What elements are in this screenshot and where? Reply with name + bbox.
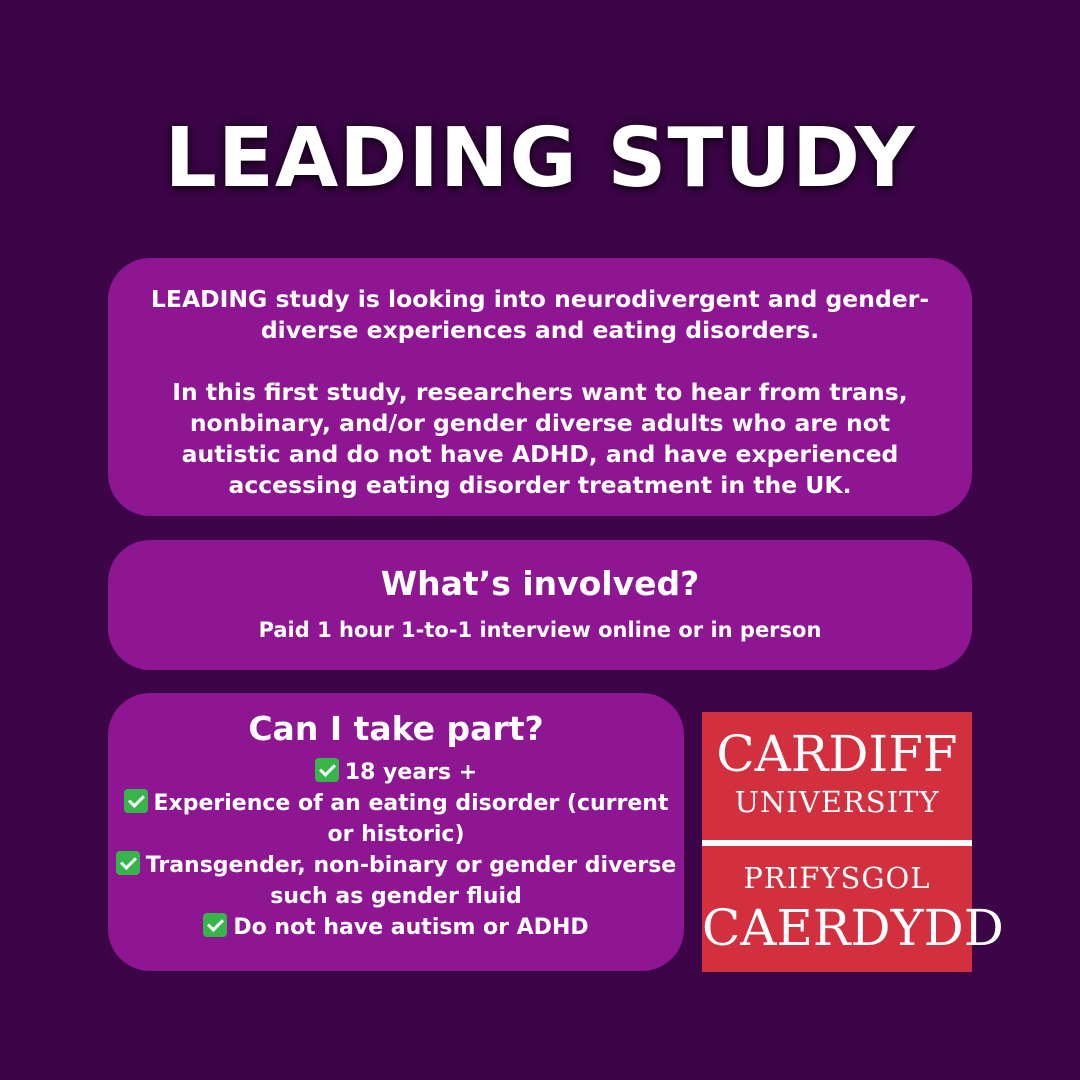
logo-line-cardiff: CARDIFF — [716, 725, 958, 783]
check-mark-icon — [124, 789, 148, 813]
criteria-text: 18 years + — [344, 760, 478, 785]
logo-line-university: UNIVERSITY — [734, 785, 940, 819]
page-title: LEADING STUDY — [164, 111, 916, 206]
whats-involved-heading: What’s involved? — [380, 564, 700, 603]
check-mark-icon — [203, 913, 227, 937]
check-mark-icon — [315, 758, 339, 782]
criteria-text: Transgender, non-binary or gender diverse such as gender fluid — [145, 853, 677, 909]
whats-involved-card — [108, 540, 972, 670]
criteria-item — [108, 912, 684, 943]
cardiff-university-logo — [702, 712, 1004, 972]
eligibility-heading: Can I take part? — [248, 709, 544, 748]
check-mark-icon — [116, 851, 140, 875]
whats-involved-detail: Paid 1 hour 1-to-1 interview online or in person — [258, 618, 822, 642]
criteria-text: Experience of an eating disorder (current or historic) — [153, 791, 669, 847]
logo-line-caerdydd: CAERDYDD — [702, 899, 1004, 957]
intro-paragraph-2: In this first study, researchers want to hear from trans, nonbinary, and/or gender diverse adults who are not autistic and do not have ADHD, and have experienced accessing eating disorder treatment in the UK. — [172, 378, 908, 499]
criteria-item — [108, 757, 684, 788]
criteria-item — [108, 850, 684, 912]
eligibility-card — [108, 693, 684, 971]
intro-paragraph-1: LEADING study is looking into neurodivergent and gender-diverse experiences and eating disorders. — [150, 285, 930, 344]
criteria-text: Do not have autism or ADHD — [233, 915, 589, 940]
logo-line-prifysgol: PRIFYSGOL — [743, 861, 931, 895]
intro-card — [108, 258, 972, 516]
eligibility-criteria-list — [108, 757, 684, 943]
criteria-item — [108, 788, 684, 850]
logo-divider — [702, 840, 972, 846]
